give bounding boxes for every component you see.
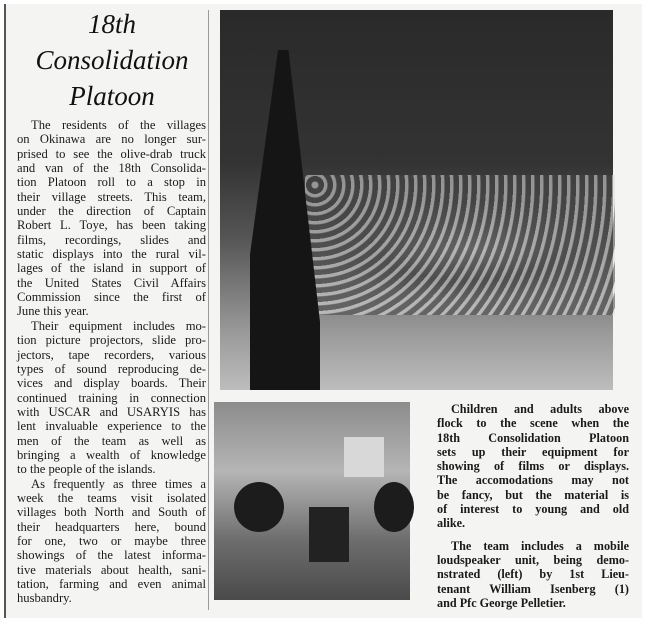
text-line: sets up their equipment for xyxy=(437,444,629,459)
crowd xyxy=(305,175,615,315)
text-line: nstrated (left) by 1st Lieu- xyxy=(437,567,629,582)
text-line: lages of the island in support of xyxy=(17,261,206,276)
text-line: for one, two or maybe three xyxy=(17,533,206,548)
title-line: Platoon xyxy=(69,81,155,111)
text-line: tenant William Isenberg (1) xyxy=(437,581,629,596)
text-line: tation, farming and even animal xyxy=(17,577,206,591)
text-line: their village streets. This team, xyxy=(17,189,206,204)
text-line: to the people of the islands. xyxy=(17,462,156,477)
text-line: films, recordings, slides and xyxy=(17,232,206,247)
text-line: and Pfc George Pelletier. xyxy=(437,595,566,610)
text-line: flock to the scene when the xyxy=(437,416,629,431)
text-line: The team includes a mobile xyxy=(451,538,629,553)
text-line: men of the team as well as xyxy=(17,433,206,448)
article-body xyxy=(17,118,206,606)
text-line: types of sound reproducing de- xyxy=(17,361,206,376)
text-line: with USCAR and USARYIS has xyxy=(17,404,206,419)
text-line: husbandry. xyxy=(17,591,72,606)
paragraph xyxy=(17,477,206,606)
text-line: and van of the 18th Consolida- xyxy=(17,161,206,176)
paragraph xyxy=(437,402,629,531)
text-line: week the teams visit isolated xyxy=(17,490,206,505)
text-line: tion Platoon roll to a stop in xyxy=(17,175,206,190)
text-line: the United States Civil Affairs xyxy=(17,275,206,290)
paragraph xyxy=(437,539,629,610)
text-line: Robert L. Toye, has been taking xyxy=(17,218,206,233)
text-line: on Okinawa are no longer sur- xyxy=(17,132,206,147)
text-line: jectors, tape recorders, various xyxy=(17,347,206,362)
loudspeaker-left xyxy=(234,482,284,532)
sound-equipment xyxy=(309,507,349,562)
window xyxy=(344,437,384,477)
paragraph xyxy=(17,118,206,319)
text-line: under the direction of Captain xyxy=(17,204,206,219)
text-line: prised to see the olive-drab truck xyxy=(17,146,206,161)
title-line: 18th xyxy=(87,9,136,39)
text-line: 18th Consolidation Platoon xyxy=(437,430,629,445)
text-line: The residents of the villages xyxy=(31,118,206,132)
title-line: Consolidation xyxy=(35,45,189,75)
photo-crowd-at-night xyxy=(220,10,613,390)
text-line: Their equipment includes mo- xyxy=(31,318,206,333)
photo-loudspeaker-unit xyxy=(214,402,410,600)
photo-caption xyxy=(437,402,629,610)
text-line: lent invaluable experience to the xyxy=(17,419,206,434)
paragraph xyxy=(17,319,206,477)
text-line: bringing a wealth of knowledge xyxy=(17,447,206,462)
text-line: The accomodations may not xyxy=(437,473,629,488)
text-line: their headquarters here, bound xyxy=(17,519,206,534)
loudspeaker-right xyxy=(374,482,414,532)
text-line: June this year. xyxy=(17,304,89,319)
text-line: showing of films or displays. xyxy=(437,459,629,474)
text-line: of interest to young and old xyxy=(437,502,629,517)
text-line: loudspeaker unit, being demo- xyxy=(437,552,629,567)
text-line: be fancy, but the material is xyxy=(437,487,629,502)
text-line: Children and adults above xyxy=(451,402,629,416)
text-line: showings of the latest informa- xyxy=(17,548,206,563)
text-line: continued training in connection xyxy=(17,390,206,405)
text-line: static displays into the rural vil- xyxy=(17,247,206,262)
text-line: Commission since the first of xyxy=(17,290,206,305)
text-line: tive materials about health, sani- xyxy=(17,562,206,577)
text-line: villages both North and South of xyxy=(17,505,206,520)
text-line: vices and display boards. Their xyxy=(17,376,206,391)
text-line: As frequently as three times a xyxy=(31,476,206,491)
text-line: tion picture projectors, slide pro- xyxy=(17,333,206,348)
article-title xyxy=(14,6,210,114)
text-line: alike. xyxy=(437,516,466,531)
